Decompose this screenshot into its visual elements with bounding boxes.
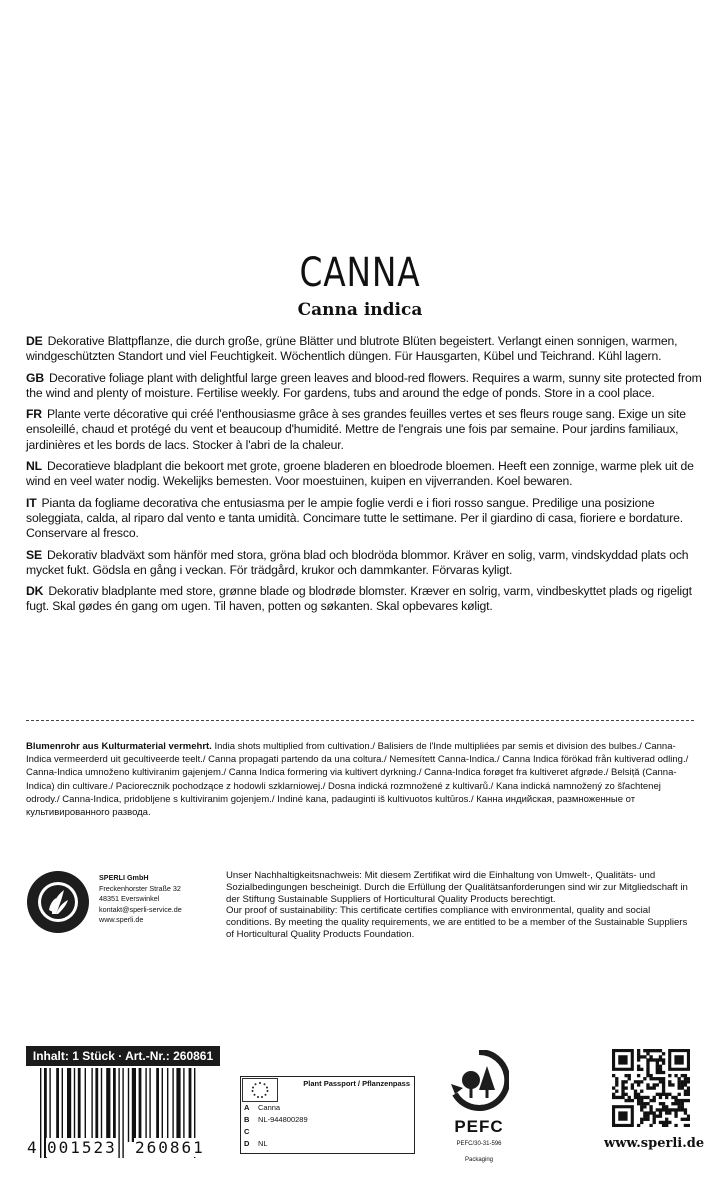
pefc-name: PEFC [454,1117,504,1136]
qr-module [653,1077,656,1080]
barcode-bar [56,1068,59,1142]
qr-module [674,1074,677,1077]
qr-module [687,1090,690,1093]
qr-module [637,1052,640,1055]
qr-module [671,1083,674,1086]
barcode-bar [95,1068,98,1142]
qr-module [662,1077,665,1080]
qr-module [653,1115,656,1118]
qr-module [684,1080,687,1083]
qr-module [640,1099,643,1102]
qr-module [674,1102,677,1105]
qr-module [637,1124,640,1127]
qr-module [649,1055,652,1058]
qr-module [643,1077,646,1080]
plant-passport-title: Plant Passport / Pflanzenpass [303,1079,410,1088]
qr-module [684,1111,687,1114]
barcode-bar [162,1068,163,1142]
qr-module [687,1118,690,1121]
qr-module [674,1111,677,1114]
qr-module [681,1118,684,1121]
barcode-digits [26,1138,220,1160]
qr-module [624,1080,627,1083]
qr-module [624,1086,627,1089]
qr-module [668,1108,671,1111]
qr-module [621,1083,624,1086]
qr-module [662,1090,665,1093]
qr-module [684,1099,687,1102]
barcode-bar [113,1068,116,1142]
qr-module [649,1105,652,1108]
qr-module [643,1111,646,1114]
barcode-bar [74,1068,75,1142]
qr-module [615,1077,618,1080]
qr-module [646,1102,649,1105]
barcode-bar [101,1068,102,1142]
sustainability-statement: Unser Nachhaltigkeitsnachweis: Mit diesem Zertifikat wird die Einhaltung von Umwelt-, Qualitäts- und Sozialbedingungen bescheinigt. Durch die Erfüllung der Qualitätsanforderungen sind wir zur Mitgliedschaft in der Stiftung Sustainable Suppliers of Horticultural Quality Products berechtigt. Our proof of sustainability: This certificate certifies compliance with environmental, quality and social conditions. By meeting the quality requirements, we are entitled to be a member of the Sustainable Suppliers of Horticultural Quality Products Foundation. [226,870,688,940]
qr-module [656,1058,659,1061]
qr-module [662,1061,665,1064]
barcode-bar [91,1068,92,1142]
barcode-bar [49,1068,50,1142]
qr-module [687,1080,690,1083]
qr-module [643,1096,646,1099]
qr-module [684,1124,687,1127]
qr-module [637,1055,640,1058]
qr-module [681,1086,684,1089]
qr-module [653,1121,656,1124]
barcode-bar [149,1068,150,1142]
qr-module [662,1105,665,1108]
qr-module [640,1102,643,1105]
qr-module [643,1049,646,1052]
qr-module [618,1096,621,1099]
barcode-bar [189,1068,192,1142]
qr-module [665,1111,668,1114]
qr-module [659,1102,662,1105]
qr-module [653,1083,656,1086]
qr-module [621,1080,624,1083]
qr-module [653,1118,656,1121]
qr-module [662,1121,665,1124]
qr-module [637,1049,640,1052]
pefc-code: PEFC/30-31-596 [456,1141,502,1147]
qr-module [659,1071,662,1074]
qr-module [628,1077,631,1080]
qr-module [637,1065,640,1068]
article-number-bar: Inhalt: 1 Stück · Art.-Nr.: 260861 [26,1046,220,1066]
qr-module [659,1068,662,1071]
descriptions [26,334,706,621]
qr-module [646,1083,649,1086]
qr-module [646,1115,649,1118]
qr-module [634,1090,637,1093]
qr-module [634,1096,637,1099]
barcode-bar [62,1068,63,1142]
description-it: IT Pianta da fogliame decorativa che entusiasma per le ampie foglie verdi e i fiori rosso sangue. Predilige una posizione soleggiata, calda, al riparo dal vento e tanta umidità. Concimare tutte le settimane. Per il giardino di casa, fioriere e bordature. Conservare al fresco. [26,495,683,541]
qr-module [653,1099,656,1102]
qr-module [612,1074,615,1077]
qr-module [621,1086,624,1089]
pefc-tree-icon [449,1050,509,1112]
qr-module [681,1102,684,1105]
barcode-bar [183,1068,184,1142]
qr-module [665,1108,668,1111]
qr-module [668,1074,671,1077]
qr-module [684,1077,687,1080]
qr-module [649,1099,652,1102]
qr-module [687,1115,690,1118]
description-gb: GB Decorative foliage plant with delightful large green leaves and blood-red flowers. Requires a warm, sunny site protected from the wind and plenty of moisture. Fertilise weekly. For gardens, tubs and around the edge of ponds. Store in a cool place. [26,370,702,400]
qr-module [674,1096,677,1099]
barcode-bar [176,1068,180,1142]
qr-module [649,1086,652,1089]
qr-module [621,1090,624,1093]
qr-module [662,1080,665,1083]
qr-module [653,1096,656,1099]
qr-module [637,1068,640,1071]
barcode-bar [85,1068,86,1142]
qr-module [656,1061,659,1064]
qr-module [621,1096,624,1099]
barcode-bar [78,1068,81,1142]
qr-module [631,1086,634,1089]
qr-module [659,1093,662,1096]
qr-module [656,1083,659,1086]
qr-module [678,1108,681,1111]
qr-module [662,1083,665,1086]
qr-module [646,1118,649,1121]
qr-module [631,1099,634,1102]
description-dk: DK Dekorativ bladplante med store, grønne blade og blodrøde blomster. Kræver en solrig, varm, vindbeskyttet plads og rigeligt fugt. Skal gødes én gang om ugen. Til haven, potten og søkanten. Skal opbevares køligt. [26,584,692,614]
barcode-bar [106,1068,110,1142]
qr-module [646,1074,649,1077]
qr-module [653,1058,656,1061]
qr-module [615,1083,618,1086]
qr-module [659,1111,662,1114]
qr-module [637,1080,640,1083]
qr-module [628,1096,631,1099]
barcode-bar [132,1068,136,1142]
qr-module [640,1090,643,1093]
qr-module [649,1124,652,1127]
passport-row: A Canna [244,1103,281,1112]
qr-module [637,1074,640,1077]
qr-module [662,1093,665,1096]
qr-module [662,1058,665,1061]
description-fr: FR Plante verte décorative qui créé l'enthousiasme grâce à ses grandes feuilles vertes et ses fleurs rouge sang. Exige un site ensoleillé, chaud et protégé du vent et beaucoup d'humidité. Mettre de l'engrais une fois par semaine. Pour jardins familiaux, jardinières et les bords de lacs. Stocker à l'abri de la chaleur. [26,407,686,452]
qr-module [640,1105,643,1108]
qr-module [687,1124,690,1127]
qr-module [624,1093,627,1096]
qr-module [643,1102,646,1105]
qr-module [649,1049,652,1052]
qr-module [665,1118,668,1121]
qr-module [615,1080,618,1083]
qr-finder [618,1111,627,1120]
qr-module [649,1077,652,1080]
qr-module [649,1058,652,1061]
company-address: SPERLI GmbH Freckenhorster Straße 32 48351 Everswinkel kontakt@sperli-service.de www.sperli.de [99,873,182,925]
qr-module [637,1058,640,1061]
qr-module [668,1080,671,1083]
description-se: SE Dekorativ bladväxt som hänför med stora, gröna blad och blodröda blommor. Kräver en solig, varm, vindskyddad plats och mycket fukt. Gödsla en gång i veckan. För trädgård, krukor och dammkanter. Förvaras kyligt. [26,547,689,577]
qr-module [628,1099,631,1102]
qr-finder [618,1055,627,1064]
sustainable-supplier-seal-icon [26,870,90,934]
qr-module [662,1052,665,1055]
qr-module [674,1099,677,1102]
qr-module [653,1049,656,1052]
qr-module [687,1093,690,1096]
plant-passport-rows [244,1102,411,1150]
qr-module [678,1080,681,1083]
qr-module [637,1099,640,1102]
qr-module [646,1052,649,1055]
qr-module [671,1108,674,1111]
qr-module [662,1071,665,1074]
qr-module [640,1055,643,1058]
qr-module [656,1071,659,1074]
qr-module [668,1121,671,1124]
qr-module [684,1108,687,1111]
qr-module [646,1086,649,1089]
qr-module [656,1049,659,1052]
qr-module [674,1124,677,1127]
website-url: www.sperli.de [604,1136,705,1151]
qr-module [646,1049,649,1052]
qr-module [640,1108,643,1111]
barcode-bar [139,1068,142,1142]
qr-module [649,1108,652,1111]
qr-module [631,1083,634,1086]
qr-finder [674,1055,683,1064]
qr-module [659,1121,662,1124]
qr-module [646,1071,649,1074]
qr-module [659,1049,662,1052]
barcode-digit-first: 4 [27,1138,37,1157]
qr-module [612,1093,615,1096]
qr-module [662,1086,665,1089]
barcode-bar [156,1068,159,1142]
qr-module [656,1093,659,1096]
qr-module [687,1086,690,1089]
qr-module [662,1102,665,1105]
qr-module [678,1077,681,1080]
passport-row: B NL-944800289 [244,1115,308,1124]
qr-module [646,1061,649,1064]
qr-module [640,1080,643,1083]
qr-module [656,1115,659,1118]
qr-module [649,1074,652,1077]
passport-row: C [244,1127,250,1136]
qr-code[interactable] [612,1049,690,1127]
qr-module [646,1096,649,1099]
qr-module [643,1115,646,1118]
qr-module [668,1111,671,1114]
qr-module [624,1099,627,1102]
qr-module [659,1058,662,1061]
qr-module [653,1086,656,1089]
qr-module [640,1121,643,1124]
qr-module [628,1074,631,1077]
product-botanical-name: Canna indica [297,300,423,320]
qr-module [637,1102,640,1105]
origin-note: Blumenrohr aus Kulturmaterial vermehrt. India shots multiplied from cultivation./ Balisiers de l'Inde multipliées par semis et division des bulbes./ Canna-Indica vermeerderd uit gecultiveerde teelt./ Canna propagati partendo da una coltura./ Nemesített Canna-Indica./ Canna Indica förökad från kultiverad odling./ Canna-Indica umnoženo kultiviranim gajenjem./ Canna Indica formering via kultivert dyrkning./ Canna-Indica forøget fra kultiveret afgrøde./ Belsiță (Canna-Indica) din cultivare./ Paciorecznik pochodzące z hodowli szklarniowej./ Dosna indická rozmnožené z kultivarů./ Kana indická namnožený zo šľachtenej odrody./ Canna-Indica, pridobljene s kultiviranim gojenjem./ Indinė kana, padauginti iš kultivuotos kultūros./ Канна индийская, размноженные от культивированного развода. [26,741,689,819]
qr-module [649,1111,652,1114]
qr-module [678,1105,681,1108]
qr-module [612,1096,615,1099]
qr-module [671,1102,674,1105]
qr-module [656,1108,659,1111]
qr-module [684,1118,687,1121]
qr-module [665,1124,668,1127]
qr-module [624,1074,627,1077]
qr-module [687,1077,690,1080]
qr-module [665,1096,668,1099]
qr-module [659,1055,662,1058]
qr-module [678,1099,681,1102]
qr-module [643,1055,646,1058]
eu-flag-icon [242,1078,278,1102]
dashed-divider [26,720,694,721]
qr-module [659,1080,662,1083]
qr-module [615,1096,618,1099]
qr-module [681,1099,684,1102]
qr-module [668,1093,671,1096]
qr-module [674,1108,677,1111]
qr-module [646,1058,649,1061]
description-nl: NL Decoratieve bladplant die bekoort met grote, groene bladeren en bloedrode bloemen. Heeft een zonnige, warme plek uit de wind en veel water nodig. Wekelijks bemesten. Voor moestuinen, kuipen en vijverranden. Koel bewaren. [26,459,694,489]
qr-module [665,1105,668,1108]
qr-module [668,1083,671,1086]
barcode-bar [128,1068,129,1142]
qr-module [678,1083,681,1086]
barcode-digit-group-1: 001523 [47,1138,117,1157]
qr-module [659,1077,662,1080]
qr-module [681,1083,684,1086]
pefc-logo [444,1050,514,1163]
qr-module [681,1080,684,1083]
qr-module [643,1105,646,1108]
qr-module [678,1093,681,1096]
qr-module [681,1074,684,1077]
qr-module [678,1102,681,1105]
qr-module [656,1065,659,1068]
qr-module [665,1121,668,1124]
qr-module [681,1108,684,1111]
qr-module [659,1108,662,1111]
qr-module [684,1083,687,1086]
qr-module [674,1115,677,1118]
qr-module [653,1111,656,1114]
barcode-bar [172,1068,173,1142]
qr-module [646,1111,649,1114]
qr-module [662,1108,665,1111]
qr-module [640,1096,643,1099]
qr-module [634,1093,637,1096]
qr-module [637,1083,640,1086]
qr-module [681,1105,684,1108]
plant-passport [240,1076,415,1154]
barcode-bar [67,1068,71,1142]
qr-module [637,1096,640,1099]
qr-module [656,1077,659,1080]
qr-module [659,1065,662,1068]
qr-module [640,1068,643,1071]
barcode-digit-group-2: 260861 [135,1138,205,1157]
qr-module [634,1080,637,1083]
barcode-bar [145,1068,146,1142]
qr-module [637,1093,640,1096]
passport-row: D NL [244,1139,268,1148]
qr-module [615,1090,618,1093]
qr-module [640,1118,643,1121]
qr-module [687,1099,690,1102]
qr-module [621,1093,624,1096]
qr-module [684,1093,687,1096]
qr-module [684,1074,687,1077]
qr-module [678,1086,681,1089]
pefc-packaging: Packaging [464,1157,494,1163]
qr-module [656,1068,659,1071]
qr-module [612,1086,615,1089]
qr-module [646,1065,649,1068]
qr-module [671,1096,674,1099]
barcode-bar [167,1068,168,1142]
qr-module [659,1096,662,1099]
product-title: CANNA [299,250,421,296]
qr-module [646,1068,649,1071]
description-de: DE Dekorative Blattpflanze, die durch große, grüne Blätter und blutrote Blüten begeistert. Verlangt einen sonnigen, warmen, windgeschützten Standort und viel Feuchtigkeit. Wöchentlich düngen. Für Hausgarten, Kübel und Teichrand. Kühl lagern. [26,334,678,364]
qr-module [684,1090,687,1093]
qr-module [662,1124,665,1127]
qr-module [659,1115,662,1118]
qr-module [665,1093,668,1096]
qr-module [643,1118,646,1121]
